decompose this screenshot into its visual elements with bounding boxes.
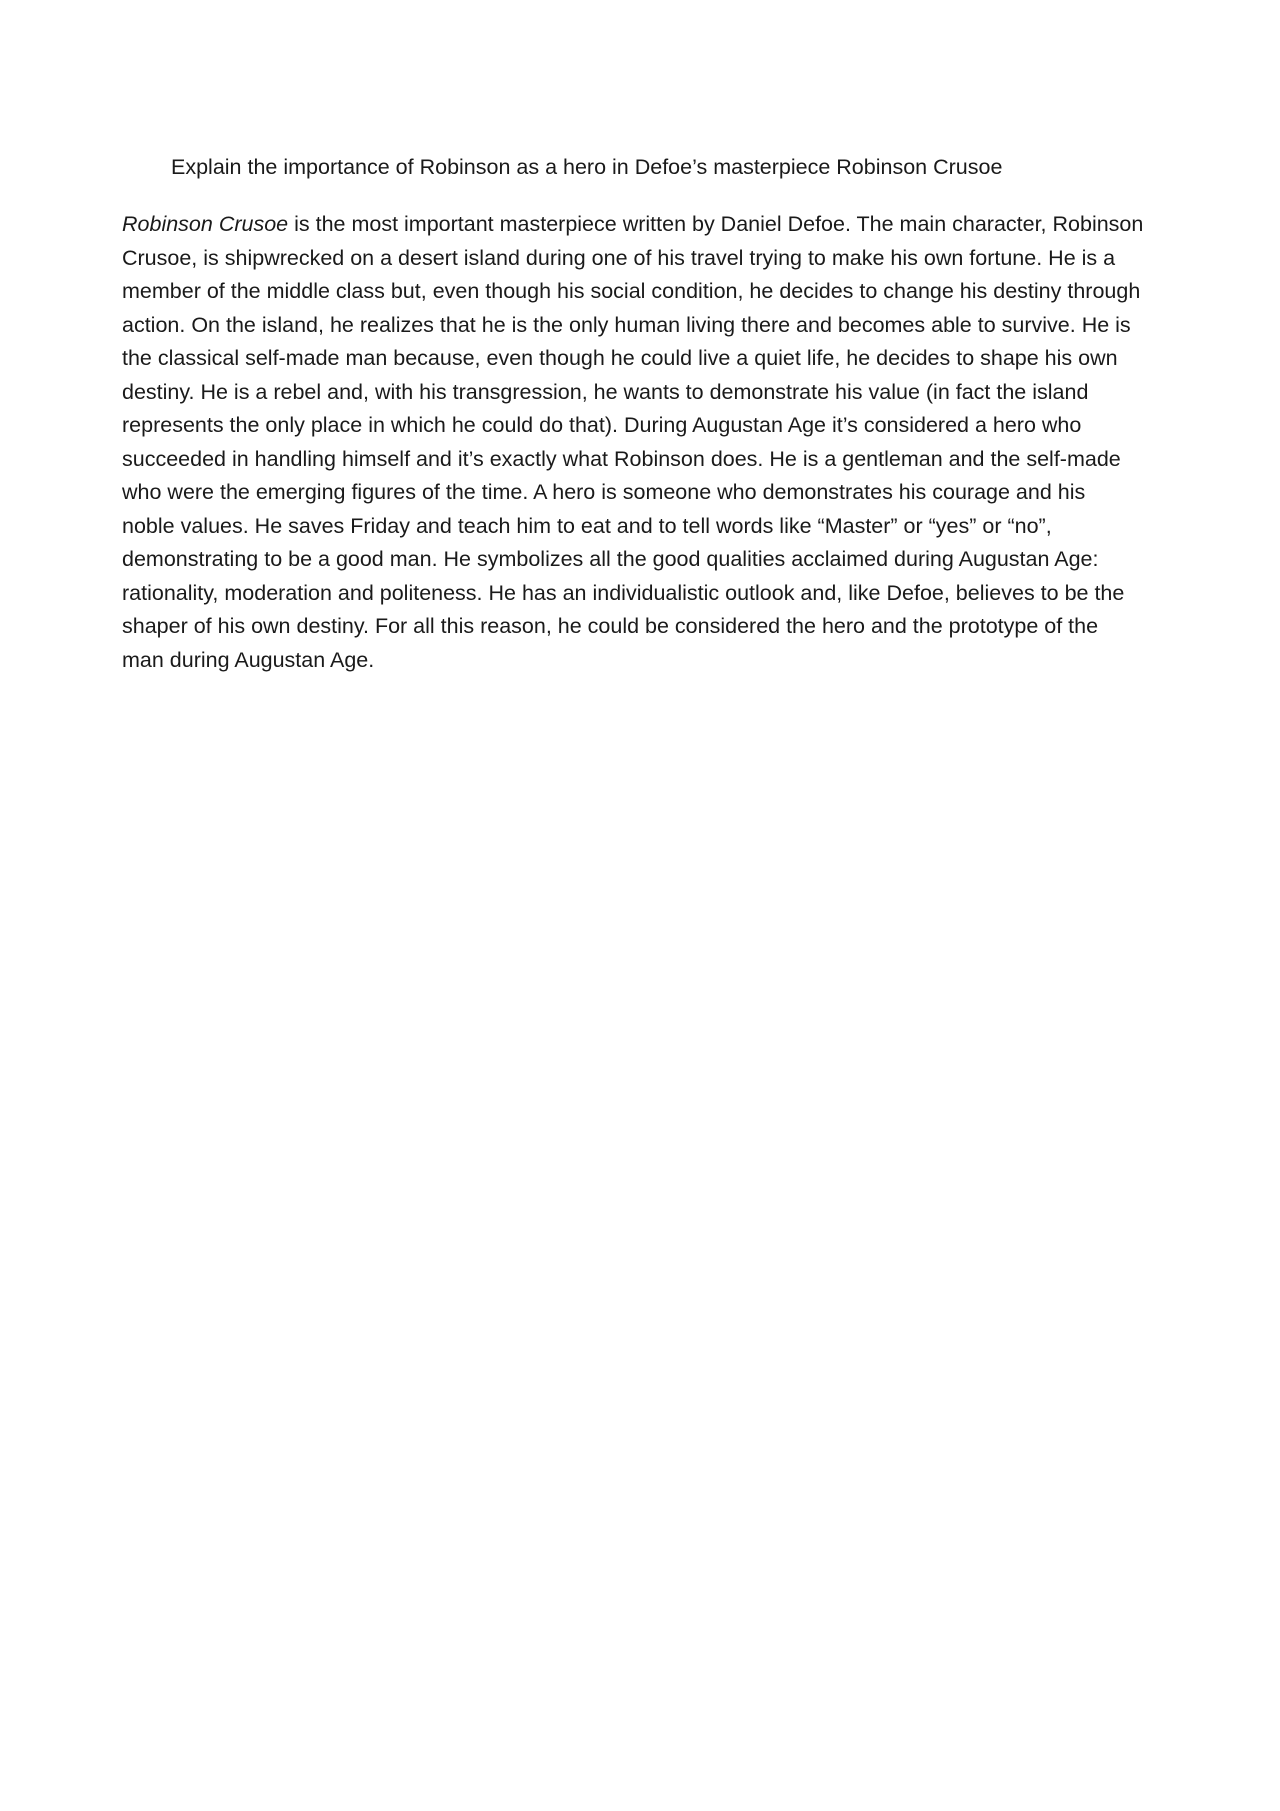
paragraph-line: noble values. He saves Friday and teach him to eat and to tell words like “Master” or “yes” or “no”,: [122, 513, 1052, 538]
paragraph-line: man during Augustan Age.: [122, 647, 375, 672]
paragraph-line: the classical self-made man because, even though he could live a quiet life, he decides to shape his own: [122, 346, 1118, 370]
paragraph-line: who were the emerging figures of the time. A hero is someone who demonstrates his courage and his: [122, 480, 1086, 504]
paragraph-line: destiny. He is a rebel and, with his transgression, he wants to demonstrate his value (in fact the island: [122, 379, 1089, 404]
paragraph-line: demonstrating to be a good man. He symbolizes all the good qualities acclaimed during Augustan Age:: [122, 547, 1099, 571]
paragraph-line: succeeded in handling himself and it’s exactly what Robinson does. He is a gentleman and the self-made: [122, 446, 1121, 471]
paragraph-line: Crusoe, is shipwrecked on a desert island during one of his travel trying to make his own fortune. He is a: [122, 245, 1116, 270]
paragraph-line: action. On the island, he realizes that he is the only human living there and becomes able to survive. He is: [122, 312, 1131, 337]
book-title-italic: Robinson Crusoe: [122, 212, 289, 236]
document-title: Explain the importance of Robinson as a hero in Defoe’s masterpiece Robinson Crusoe: [171, 155, 1003, 179]
paragraph-line-text: is the most important masterpiece written by Daniel Defoe. The main character, Robinson: [288, 212, 1144, 236]
paragraph-line: [122, 208, 1162, 242]
paragraph-line: represents the only place in which he could do that). During Augustan Age it’s considered a hero who: [122, 413, 1082, 437]
paragraph-line: rationality, moderation and politeness. He has an individualistic outlook and, like Defoe, believes to be the: [122, 580, 1125, 605]
paragraph-line: shaper of his own destiny. For all this reason, he could be considered the hero and the prototype of the: [122, 614, 1099, 638]
paragraph-line: member of the middle class but, even though his social condition, he decides to change his destiny through: [122, 279, 1141, 303]
body-paragraph: [122, 208, 1162, 677]
